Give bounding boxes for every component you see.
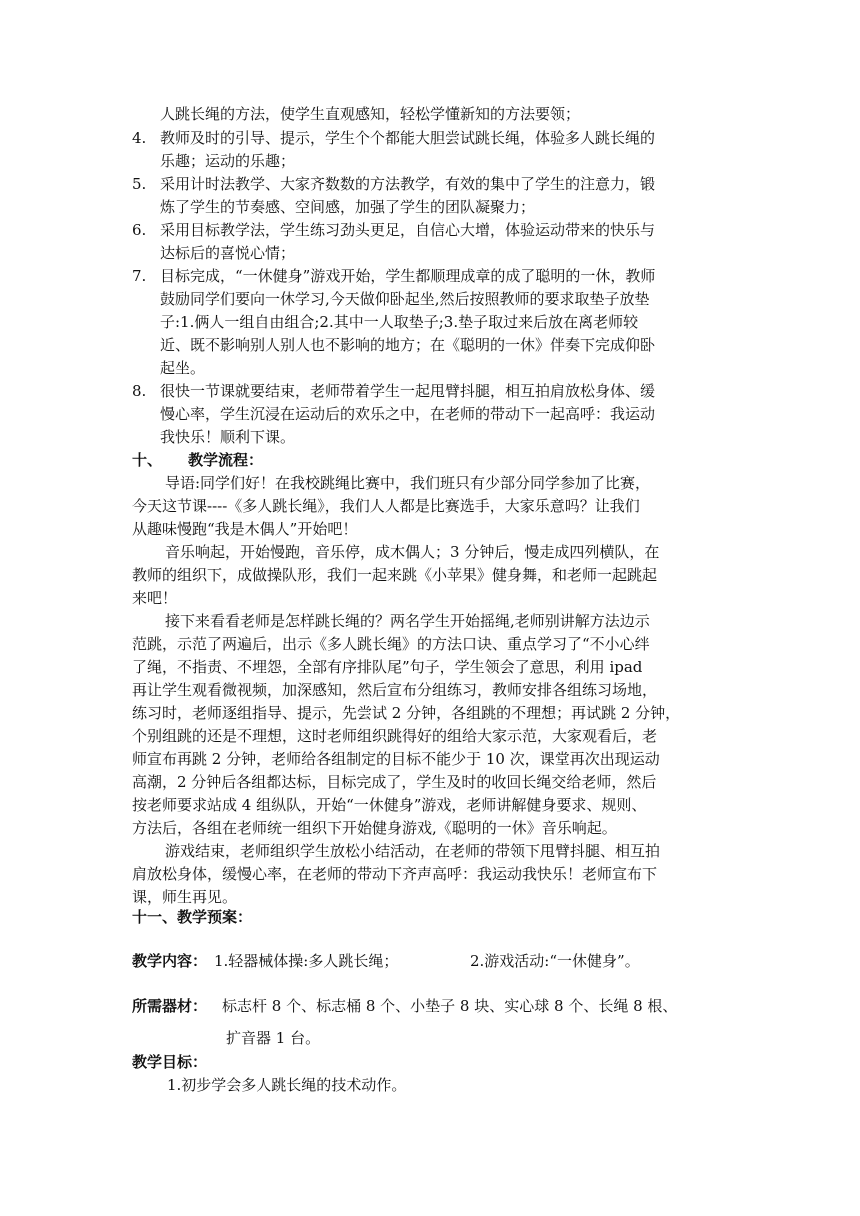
flow-p3-line-1: 接下来看看老师是怎样跳长绳的？两名学生开始摇绳,老师别讲解方法边示	[165, 612, 650, 630]
section-11-heading: 十一、教学预案：	[132, 908, 253, 926]
item-8-number: 8.	[132, 382, 147, 400]
flow-p1-line-1: 导语:同学们好！在我校跳绳比赛中，我们班只有少部分同学参加了比赛，	[165, 474, 651, 492]
item-4-number: 4.	[132, 129, 147, 147]
section-10-heading: 教学流程：	[188, 451, 264, 469]
item-4-line-1: 教师及时的引导、提示，学生个个都能大胆尝试跳长绳，体验多人跳长绳的	[160, 129, 656, 147]
item-8-line-1: 很快一节课就要结束，老师带着学生一起甩臂抖腿，相互拍肩放松身体、缓	[160, 382, 656, 400]
flow-p3-line-7: 师宣布再跳 2 分钟，老师给各组制定的目标不能少于 10 次，课堂再次出现运动	[132, 750, 660, 768]
flow-p3-line-10: 方法后，各组在老师统一组织下开始健身游戏,《聪明的一休》音乐响起。	[132, 819, 617, 837]
equipment-line-1: 标志杆 8 个、标志桶 8 个、小垫子 8 块、实心球 8 个、长绳 8 根、	[222, 997, 678, 1015]
flow-p2-line-3: 来吧！	[132, 589, 178, 607]
item-6-line-2: 达标后的喜悦心情；	[160, 244, 296, 262]
equipment-label: 所需器材：	[132, 997, 208, 1015]
section-10-number: 十、	[132, 451, 163, 469]
flow-p4-line-2: 肩放松身体，缓慢心率，在老师的带动下齐声高呼：我运动我快乐！老师宣布下	[132, 865, 658, 883]
item-7-line-3: 子:1.俩人一组自由组合;2.其中一人取垫子;3.垫子取过来后放在离老师较	[160, 313, 639, 331]
item-7-line-2: 鼓励同学们要向一休学习,今天做仰卧起坐,然后按照教师的要求取垫子放垫	[160, 290, 650, 308]
item-7-line-1: 目标完成，“一休健身”游戏开始，学生都顺理成章的成了聪明的一休，教师	[160, 267, 656, 285]
flow-p2-line-1: 音乐响起，开始慢跑，音乐停，成木偶人；3 分钟后，慢走成四列横队，在	[165, 543, 660, 561]
flow-p4-line-1: 游戏结束，老师组织学生放松小结活动，在老师的带领下甩臂抖腿、相互拍	[165, 842, 661, 860]
item-6-number: 6.	[132, 221, 147, 239]
flow-p1-line-3: 从趣味慢跑“我是木偶人”开始吧！	[132, 520, 358, 538]
flow-p3-line-9: 按老师要求站成 4 组纵队，开始“一休健身”游戏，老师讲解健身要求、规则、	[132, 796, 647, 814]
flow-p3-line-2: 范跳，示范了两遍后，出示《多人跳长绳》的方法口诀、重点学习了“不小心绊	[132, 635, 650, 653]
item-3-continuation: 人跳长绳的方法，使学生直观感知，轻松学懂新知的方法要领；	[160, 105, 581, 123]
item-5-number: 5.	[132, 175, 147, 193]
equipment-line-2: 扩音器 1 台。	[226, 1029, 321, 1047]
flow-p3-line-4: 再让学生观看微视频，加深感知，然后宣布分组练习，教师安排各组练习场地，	[132, 681, 658, 699]
item-5-line-2: 炼了学生的节奏感、空间感，加强了学生的团队凝聚力；	[160, 198, 536, 216]
item-7-line-4: 近、既不影响别人别人也不影响的地方；在《聪明的一休》伴奏下完成仰卧	[160, 336, 656, 354]
teaching-content-label: 教学内容：	[132, 952, 208, 970]
teaching-content-1: 1.轻器械体操:多人跳长绳；	[214, 952, 399, 970]
item-7-number: 7.	[132, 267, 147, 285]
item-8-line-3: 我快乐！顺利下课。	[160, 428, 296, 446]
flow-p1-line-2: 今天这节课----《多人跳长绳》，我们人人都是比赛选手，大家乐意吗？让我们	[132, 497, 640, 515]
item-6-line-1: 采用目标教学法，学生练习劲头更足，自信心大增，体验运动带来的快乐与	[160, 221, 656, 239]
teaching-goal-label: 教学目标：	[132, 1053, 208, 1071]
item-8-line-2: 慢心率，学生沉浸在运动后的欢乐之中，在老师的带动下一起高呼：我运动	[160, 405, 656, 423]
flow-p2-line-2: 教师的组织下，成做操队形，我们一起来跳《小苹果》健身舞，和老师一起跳起	[132, 566, 658, 584]
flow-p4-line-3: 课，师生再见。	[132, 888, 238, 906]
flow-p3-line-3: 了绳，不指责、不埋怨，全部有序排队尾”句子，学生领会了意思，利用 ipad	[132, 658, 643, 676]
teaching-goal-1: 1.初步学会多人跳长绳的技术动作。	[167, 1076, 407, 1094]
item-4-line-2: 乐趣；运动的乐趣；	[160, 152, 296, 170]
flow-p3-line-5: 练习时，老师逐组指导、提示，先尝试 2 分钟，各组跳的不理想；再试跳 2 分钟，	[132, 704, 681, 722]
teaching-content-2: 2.游戏活动:“一休健身”。	[470, 952, 640, 970]
item-7-line-5: 起坐。	[160, 359, 206, 377]
flow-p3-line-8: 高潮，2 分钟后各组都达标，目标完成了，学生及时的收回长绳交给老师，然后	[132, 773, 657, 791]
item-5-line-1: 采用计时法教学、大家齐数数的方法教学，有效的集中了学生的注意力，锻	[160, 175, 656, 193]
flow-p3-line-6: 个别组跳的还是不理想，这时老师组织跳得好的组给大家示范，大家观看后，老	[132, 727, 658, 745]
